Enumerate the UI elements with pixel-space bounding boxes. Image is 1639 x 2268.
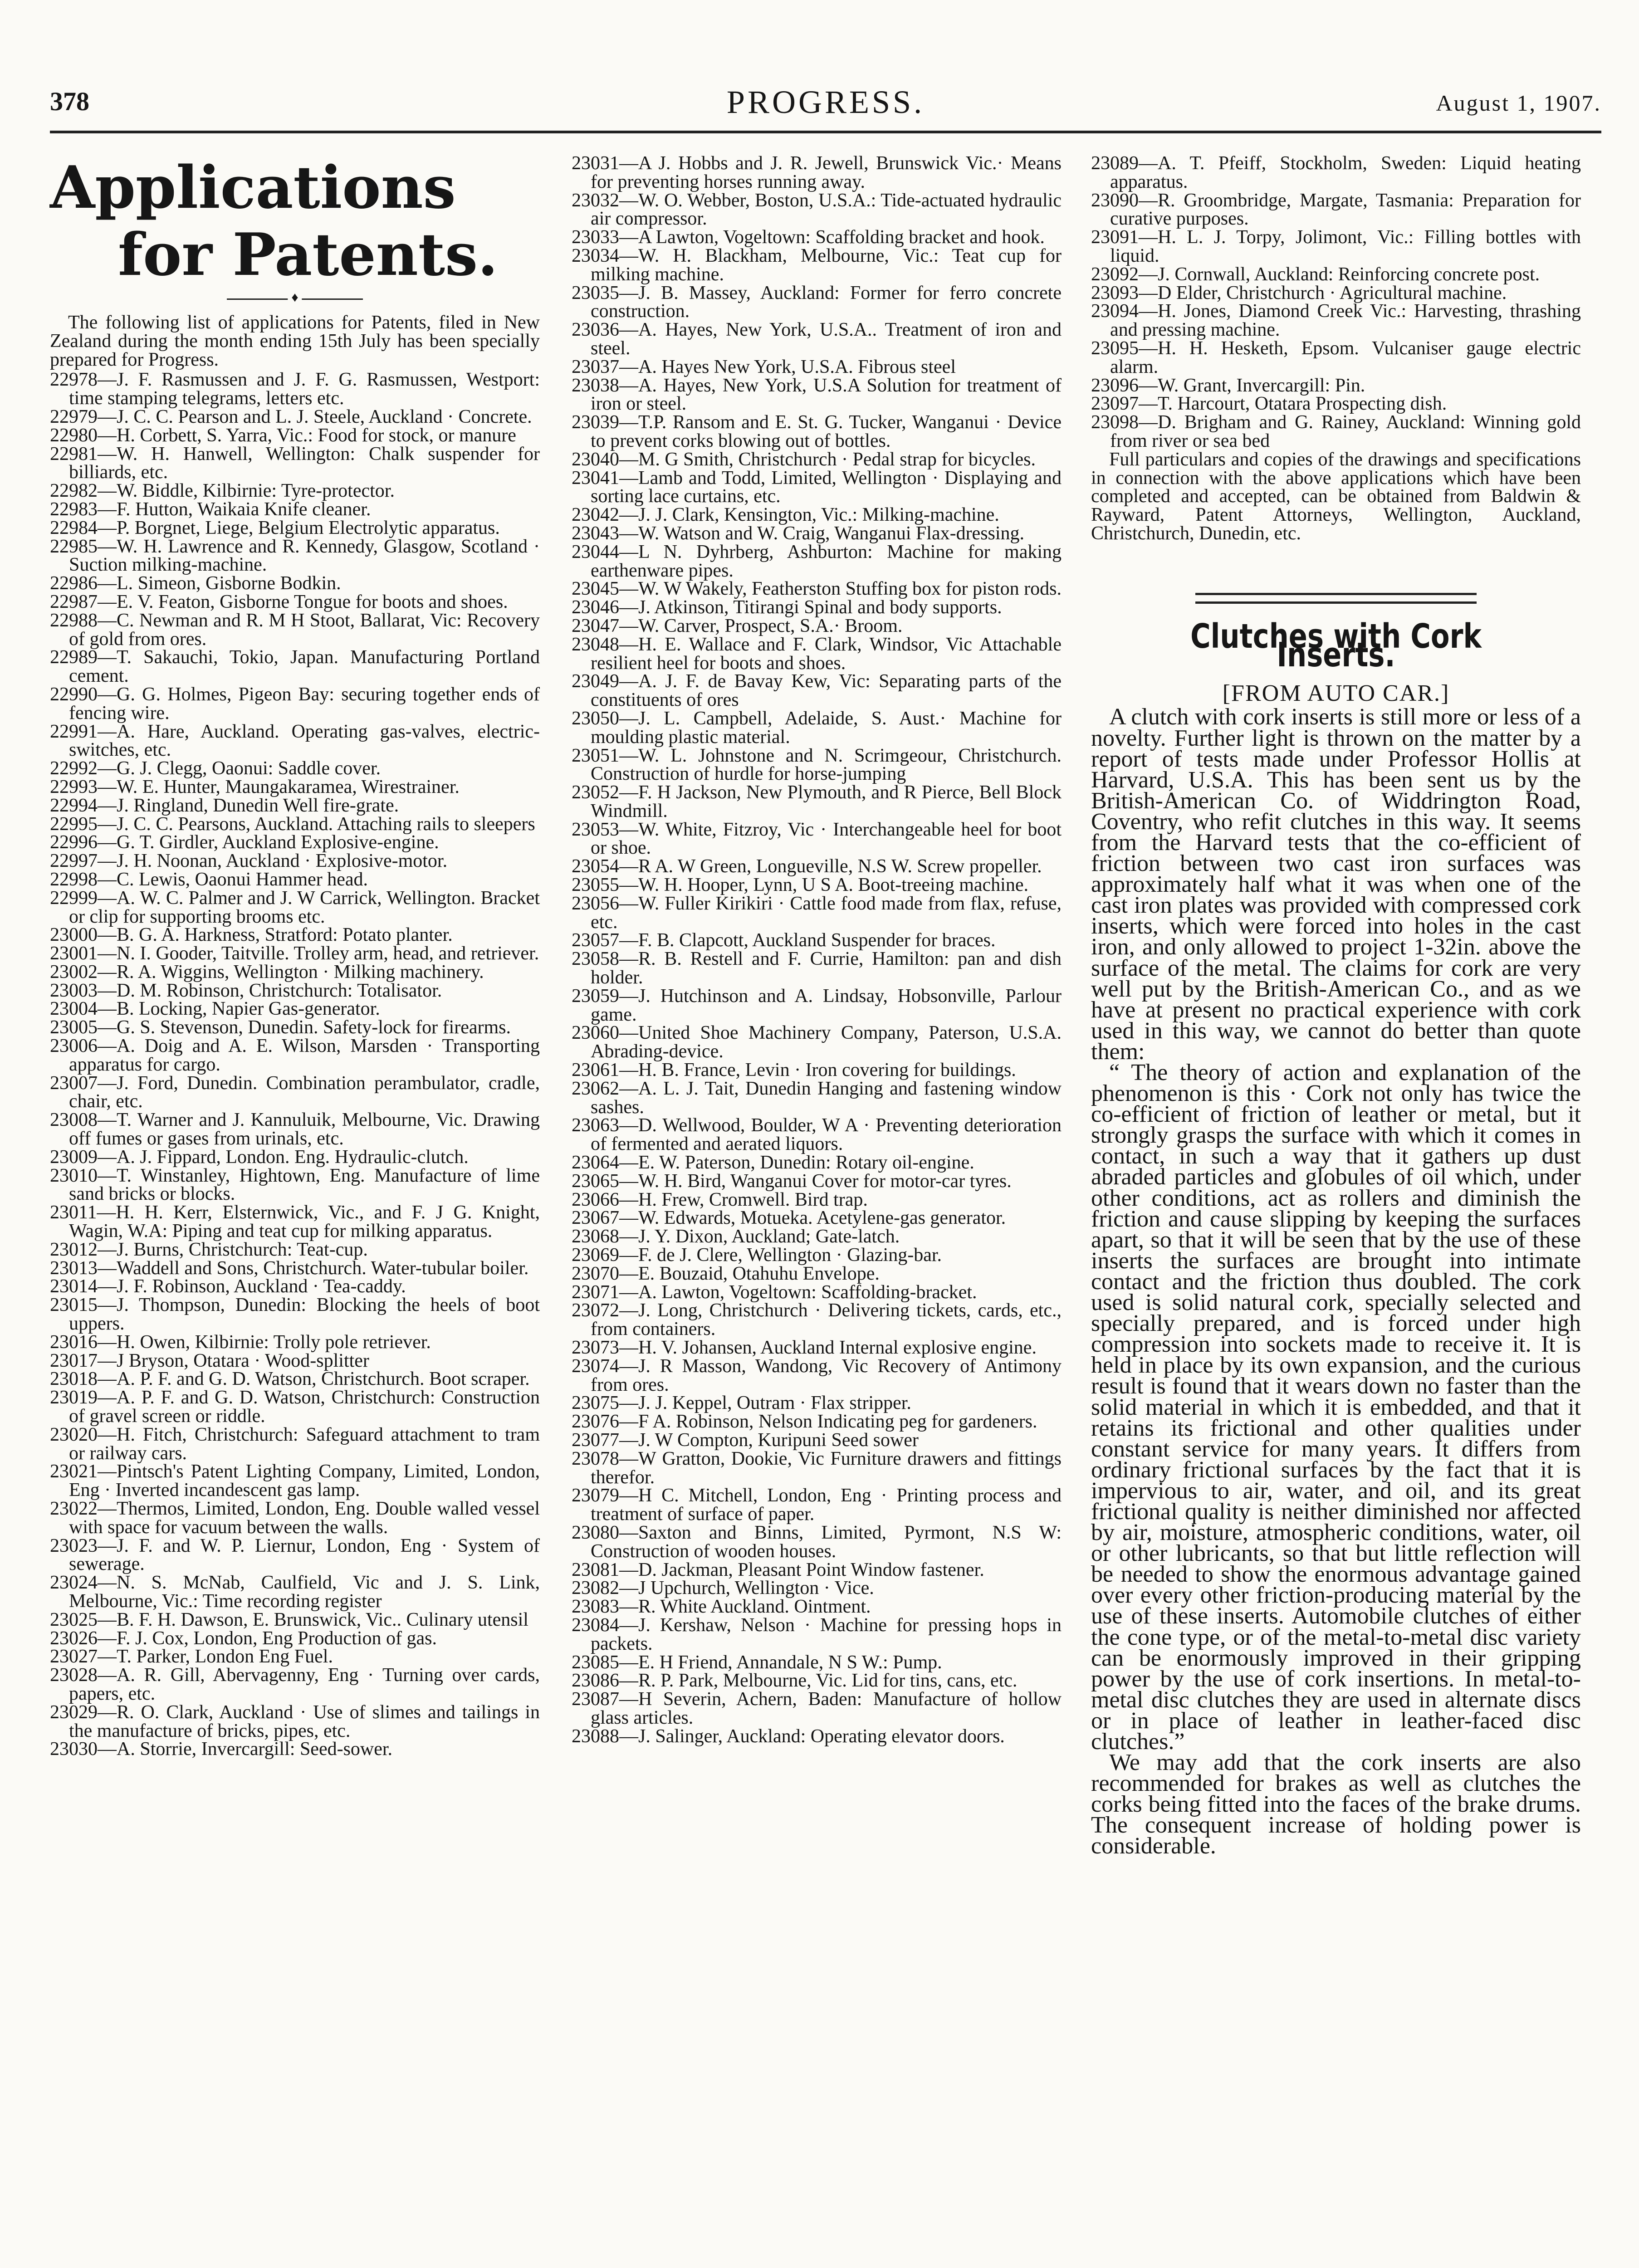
patent-entry: 23046—J. Atkinson, Titirangi Spinal and body supports.: [572, 597, 1002, 618]
patent-entry: 22985—W. H. Lawrence and R. Kennedy, Glasgow, Scotland · Suction milking-machine.: [50, 536, 540, 576]
patent-list-col2: [572, 154, 1062, 1746]
patent-entry: 23060—United Shoe Machinery Company, Paterson, U.S.A. Abrading-device.: [572, 1022, 1062, 1062]
patent-entry: 23086—R. P. Park, Melbourne, Vic. Lid for tins, cans, etc.: [572, 1670, 1018, 1691]
patent-entry: 23092—J. Cornwall, Auckland: Reinforcing concrete post.: [1091, 264, 1540, 285]
patent-entry: 22996—G. T. Girdler, Auckland Explosive-engine.: [50, 832, 439, 853]
applications-footer-note: Full particulars and copies of the drawings and specifications in connection with the above applications which have been completed and accepted, can be obtained from Baldwin & Rayward, Patent Attorneys, Wellington, Auckland, Christchurch, Dunedin, etc.: [1091, 449, 1581, 544]
patent-entry: 23087—H Severin, Achern, Baden: Manufacture of hollow glass articles.: [572, 1689, 1062, 1728]
patent-entry: 23094—H. Jones, Diamond Creek Vic.: Harvesting, thrashing and pressing machine.: [1091, 301, 1581, 341]
patent-entry: 23042—J. J. Clark, Kensington, Vic.: Milking-machine.: [572, 504, 999, 526]
patent-entry: 23077—J. W Compton, Kuripuni Seed sower: [572, 1429, 919, 1451]
patent-entry: 23083—R. White Auckland. Ointment.: [572, 1596, 871, 1618]
patent-entry: 23069—F. de J. Clere, Wellington · Glazing-bar.: [572, 1245, 942, 1266]
patent-entry: 23041—Lamb and Todd, Limited, Wellington · Displaying and sorting lace curtains, etc.: [572, 467, 1062, 507]
patent-entry: 23066—H. Frew, Cromwell. Bird trap.: [572, 1189, 868, 1210]
patent-entry: 23057—F. B. Clapcott, Auckland Suspender for braces.: [572, 930, 996, 951]
page-number: 378: [50, 87, 89, 116]
patent-entry: 23062—A. L. J. Tait, Dunedin Hanging and fastening window sashes.: [572, 1078, 1062, 1118]
patent-entry: 22984—P. Borgnet, Liege, Belgium Electrolytic apparatus.: [50, 517, 500, 538]
patent-entry: 23008—T. Warner and J. Kannuluik, Melbourne, Vic. Drawing off fumes or gases from urinals, etc.: [50, 1110, 540, 1149]
patent-entry: 22997—J. H. Noonan, Auckland · Explosive-motor.: [50, 850, 448, 872]
patent-entry: 23028—A. R. Gill, Abervagenny, Eng · Turning over cards, papers, etc.: [50, 1665, 540, 1704]
patent-entry: 23051—W. L. Johnstone and N. Scrimgeour, Christchurch. Construction of hurdle for horse-jumping: [572, 745, 1062, 785]
patent-entry: 23017—J Bryson, Otatara · Wood-splitter: [50, 1350, 369, 1371]
patent-entry: 23035—J. B. Massey, Auckland: Former for ferro concrete construction.: [572, 282, 1062, 322]
patent-entry: 23058—R. B. Restell and F. Currie, Hamilton: pan and dish holder.: [572, 948, 1062, 988]
patent-entry: 23085—E. H Friend, Annandale, N S W.: Pump.: [572, 1652, 942, 1673]
patent-entry: 23054—R A. W Green, Longueville, N.S W. Screw propeller.: [572, 856, 1042, 877]
patent-entry: 23026—F. J. Cox, London, Eng Production of gas.: [50, 1628, 437, 1649]
patent-entry: 23000—B. G. A. Harkness, Stratford: Potato planter.: [50, 924, 453, 946]
patent-entry: 23009—A. J. Fippard, London. Eng. Hydraulic-clutch.: [50, 1146, 469, 1168]
journal-title: PROGRESS.: [726, 84, 925, 120]
patent-entry: 23075—J. J. Keppel, Outram · Flax stripper.: [572, 1393, 911, 1414]
patent-entry: 23043—W. Watson and W. Craig, Wanganui Flax-dressing.: [572, 523, 1025, 544]
patent-entry: 23089—A. T. Pfeiff, Stockholm, Sweden: Liquid heating apparatus.: [1091, 153, 1581, 192]
patent-entry: 23074—J. R Masson, Wandong, Vic Recovery of Antimony from ores.: [572, 1355, 1062, 1395]
patent-entry: 23082—J Upchurch, Wellington · Vice.: [572, 1578, 874, 1599]
patent-entry: 23031—A J. Hobbs and J. R. Jewell, Brunswick Vic.· Means for preventing horses running away.: [572, 153, 1062, 192]
issue-date: August 1, 1907.: [1436, 90, 1601, 116]
patent-entry: 23055—W. H. Hooper, Lynn, U S A. Boot-treeing machine.: [572, 875, 1028, 896]
patent-entry: 23038—A. Hayes, New York, U.S.A Solution for treatment of iron or steel.: [572, 375, 1062, 415]
patent-entry: 23021—Pintsch's Patent Lighting Company, Limited, London, Eng · Inverted incandescent gas lamp.: [50, 1461, 540, 1501]
article-title: Clutches with Cork Inserts.: [1190, 616, 1482, 675]
patent-entry: 23048—H. E. Wallace and F. Clark, Windsor, Vic Attachable resilient heel for boots and shoes.: [572, 634, 1062, 674]
patent-entry: 23071—A. Lawton, Vogeltown: Scaffolding-bracket.: [572, 1281, 977, 1303]
patent-entry: 23001—N. I. Gooder, Taitville. Trolley arm, head, and retriever.: [50, 943, 539, 964]
patent-entry: 23067—W. Edwards, Motueka. Acetylene-gas generator.: [572, 1207, 1006, 1229]
article-body: [1091, 680, 1581, 1859]
patent-entry: 23079—H C. Mitchell, London, Eng · Printing process and treatment of surface of paper.: [572, 1485, 1062, 1525]
patent-entry: 23018—A. P. F. and G. D. Watson, Christchurch. Boot scraper.: [50, 1369, 530, 1390]
patent-entry: 23050—J. L. Campbell, Adelaide, S. Aust.· Machine for moulding plastic material.: [572, 708, 1062, 748]
patent-entry: 23007—J. Ford, Dunedin. Combination perambulator, cradle, chair, etc.: [50, 1072, 540, 1112]
patent-entry: 23070—E. Bouzaid, Otahuhu Envelope.: [572, 1263, 880, 1284]
patent-entry: 22983—F. Hutton, Waikaia Knife cleaner.: [50, 499, 371, 520]
patent-entry: 23030—A. Storrie, Invercargill: Seed-sower.: [50, 1739, 393, 1760]
patent-entry: 22987—E. V. Featon, Gisborne Tongue for boots and shoes.: [50, 591, 508, 612]
patent-entry: 23061—H. B. France, Levin · Iron covering for buildings.: [572, 1060, 1016, 1081]
patent-entry: 23020—H. Fitch, Christchurch: Safeguard attachment to tram or railway cars.: [50, 1424, 540, 1464]
patent-entry: 23002—R. A. Wiggins, Wellington · Milking machinery.: [50, 961, 484, 982]
patent-entry: 22986—L. Simeon, Gisborne Bodkin.: [50, 573, 341, 594]
article-source: [FROM AUTO CAR.]: [1222, 680, 1450, 707]
patent-entry: 23033—A Lawton, Vogeltown: Scaffolding bracket and hook.: [572, 227, 1045, 248]
patent-entry: 23063—D. Wellwood, Boulder, W A · Preventing deterioration of fermented and aerated liquors.: [572, 1115, 1062, 1155]
patent-entry: 23039—T.P. Ransom and E. St. G. Tucker, Wanganui · Device to prevent corks blowing out of bottles.: [572, 412, 1062, 451]
patent-list-col3: [1091, 154, 1581, 450]
patent-entry: 22980—H. Corbett, S. Yarra, Vic.: Food for stock, or manure: [50, 425, 516, 446]
patent-entry: 23032—W. O. Webber, Boston, U.S.A.: Tide-actuated hydraulic air compressor.: [572, 190, 1062, 230]
patent-entry: 23068—J. Y. Dixon, Auckland; Gate-latch.: [572, 1226, 900, 1247]
patent-entry: 22988—C. Newman and R. M H Stoot, Ballarat, Vic: Recovery of gold from ores.: [50, 610, 540, 650]
section-title-line1: Applications: [50, 154, 456, 222]
article-paragraph: A clutch with cork inserts is still more or less of a novelty. Further light is thrown on the matter by a report of tests made under Professor Hollis at Harvard, U.S.A. This has been sent us by the British-American Co. of Widdrington Road, Coventry, who refit clutches in this way. It seems from the Harvard tests that the co-efficient of friction between two cast iron surfaces was approximately half what it was when one of the cast iron plates was provided with compressed cork inserts, which were forced into holes in the cast iron, and only allowed to project 1-32in. above the surface of the metal. The claims for cork are very well put by the British-American Co., and as we have at present no practical experience with cork used in this way, we cannot do better than quote them:: [1091, 704, 1581, 1065]
article-quote: “ The theory of action and explanation of the phenomenon is this · Cork not only has twice the co-efficient of friction of leather or metal, but it strongly grasps the surface with which it comes in contact, in such a way that it gathers up dust abraded particles and globules of oil which, under other conditions, act as rollers and diminish the friction and cause slipping by keeping the surfaces apart, so that it will be seen that by the use of these inserts the surfaces are brought into intimate contact and the friction thus doubled. The cork used is solid natural cork, specially selected and specially prepared, and is forced under high compression into sockets made to receive it. It is held in place by its own expansion, and the curious result is found that it wears down no faster than the solid material in which it is embedded, and that it retains its frictional and other qualities under constant service for many years. It differs from ordinary frictional surfaces by the fact that it is impervious to air, water, and oil, and its great frictional quality is neither diminished nor affected by air, moisture, atmospheric conditions, water, oil or other lubricants, so that but little reflection will be needed to show the enormous advantage gained over every other friction-producing material by the use of these inserts. Automobile clutches of either the cone type, or of the metal-to-metal disc variety can be enormously improved in their gripping power by the use of cork insertions. In metal-to-metal disc clutches they are used in alternate discs or in place of leather in leather-faced disc clutches.”: [1091, 1060, 1581, 1755]
patent-entry: 23011—H. H. Kerr, Elsternwick, Vic., and F. J G. Knight, Wagin, W.A: Piping and teat cup for milking apparatus.: [50, 1202, 540, 1242]
patent-entry: 23045—W. W Wakely, Featherston Stuffing box for piston rods.: [572, 578, 1062, 600]
patent-entry: 22998—C. Lewis, Oaonui Hammer head.: [50, 869, 368, 890]
patent-entry: 23024—N. S. McNab, Caulfield, Vic and J. S. Link, Melbourne, Vic.: Time recording register: [50, 1572, 540, 1612]
patent-entry: 23096—W. Grant, Invercargill: Pin.: [1091, 375, 1365, 396]
patent-entry: 23012—J. Burns, Christchurch: Teat-cup.: [50, 1239, 368, 1260]
patent-entry: 23088—J. Salinger, Auckland: Operating elevator doors.: [572, 1725, 1005, 1747]
patent-entry: 23034—W. H. Blackham, Melbourne, Vic.: Teat cup for milking machine.: [572, 245, 1062, 285]
patent-entry: 23090—R. Groombridge, Margate, Tasmania: Preparation for curative purposes.: [1091, 190, 1581, 230]
section-title-line2: for Patents.: [118, 221, 498, 289]
article-paragraph: We may add that the cork inserts are also recommended for brakes as well as clutches the corks being fitted into the faces of the brake drums. The consequent increase of holding power is considerable.: [1091, 1750, 1581, 1859]
page-header: [50, 86, 1601, 127]
column-2: [572, 154, 1062, 1746]
patent-entry: 22978—J. F. Rasmussen and J. F. G. Rasmussen, Westport: time stamping telegrams, letters etc.: [50, 369, 540, 409]
patent-entry: 23004—B. Locking, Napier Gas-generator.: [50, 998, 380, 1020]
patent-entry: 23025—B. F. H. Dawson, E. Brunswick, Vic.. Culinary utensil: [50, 1609, 528, 1630]
patent-entry: 23053—W. White, Fitzroy, Vic · Interchangeable heel for boot or shoe.: [572, 819, 1062, 859]
header-rule: [50, 131, 1601, 133]
patent-entry: 23037—A. Hayes New York, U.S.A. Fibrous steel: [572, 356, 956, 377]
patent-entry: 23081—D. Jackman, Pleasant Point Window fastener.: [572, 1559, 984, 1580]
patent-entry: 23084—J. Kershaw, Nelson · Machine for pressing hops in packets.: [572, 1614, 1062, 1654]
patent-entry: 23013—Waddell and Sons, Christchurch. Water-tubular boiler.: [50, 1257, 529, 1279]
patent-entry: 23064—E. W. Paterson, Dunedin: Rotary oil-engine.: [572, 1152, 974, 1173]
patent-list-col1: [50, 371, 540, 1759]
patent-entry: 23073—H. V. Johansen, Auckland Internal explosive engine.: [572, 1337, 1037, 1358]
patent-entry: 22993—W. E. Hunter, Maungakaramea, Wirestrainer.: [50, 776, 460, 797]
patent-entry: 23044—L N. Dyhrberg, Ashburton: Machine for making earthenware pipes.: [572, 541, 1062, 581]
patent-entry: 23003—D. M. Robinson, Christchurch: Totalisator.: [50, 980, 442, 1001]
patent-entry: 23023—J. F. and W. P. Liernur, London, Eng · System of sewerage.: [50, 1535, 540, 1575]
patent-entry: 23015—J. Thompson, Dunedin: Blocking the heels of boot uppers.: [50, 1295, 540, 1334]
patent-entry: 23076—F A. Robinson, Nelson Indicating peg for gardeners.: [572, 1411, 1037, 1432]
patent-entry: 23022—Thermos, Limited, London, Eng. Double walled vessel with space for vacuum between the walls.: [50, 1498, 540, 1538]
patent-entry: 23006—A. Doig and A. E. Wilson, Marsden · Transporting apparatus for cargo.: [50, 1036, 540, 1075]
patent-entry: 23093—D Elder, Christchurch · Agricultural machine.: [1091, 282, 1507, 303]
patent-entry: 22979—J. C. C. Pearson and L. J. Steele, Auckland · Concrete.: [50, 406, 532, 427]
section-divider: [1195, 593, 1477, 604]
patent-entry: 22990—G. G. Holmes, Pigeon Bay: securing together ends of fencing wire.: [50, 684, 540, 723]
patent-entry: 23056—W. Fuller Kirikiri · Cattle food made from flax, refuse, etc.: [572, 893, 1062, 933]
patent-entry: 22994—J. Ringland, Dunedin Well fire-grate.: [50, 795, 399, 816]
patent-entry: 23016—H. Owen, Kilbirnie: Trolly pole retriever.: [50, 1331, 431, 1353]
patent-entry: 23047—W. Carver, Prospect, S.A.· Broom.: [572, 615, 903, 636]
column-1: [50, 154, 540, 1759]
patent-entry: 22992—G. J. Clegg, Oaonui: Saddle cover.: [50, 758, 381, 779]
patent-entry: 23005—G. S. Stevenson, Dunedin. Safety-lock for firearms.: [50, 1017, 511, 1038]
patent-entry: 23027—T. Parker, London Eng Fuel.: [50, 1646, 333, 1667]
patent-entry: 23029—R. O. Clark, Auckland · Use of slimes and tailings in the manufacture of bricks, pipes, etc.: [50, 1701, 540, 1741]
patent-entry: 23040—M. G Smith, Christchurch · Pedal strap for bicycles.: [572, 449, 1036, 470]
patent-entry: 22991—A. Hare, Auckland. Operating gas-valves, electric-switches, etc.: [50, 721, 540, 761]
patent-entry: 23080—Saxton and Binns, Limited, Pyrmont, N.S W: Construction of wooden houses.: [572, 1522, 1062, 1562]
patent-entry: 23095—H. H. Hesketh, Epsom. Vulcaniser gauge electric alarm.: [1091, 337, 1581, 377]
patent-entry: 23049—A. J. F. de Bavay Kew, Vic: Separating parts of the constituents of ores: [572, 671, 1062, 711]
patent-entry: 23072—J. Long, Christchurch · Delivering tickets, cards, etc., from containers.: [572, 1300, 1062, 1340]
patent-entry: 22981—W. H. Hanwell, Wellington: Chalk suspender for billiards, etc.: [50, 443, 540, 483]
patent-entry: 23014—J. F. Robinson, Auckland · Tea-caddy.: [50, 1276, 406, 1297]
patent-entry: 22995—J. C. C. Pearsons, Auckland. Attaching rails to sleepers: [50, 813, 535, 835]
patent-entry: 22982—W. Biddle, Kilbirnie: Tyre-protector.: [50, 480, 395, 502]
patent-entry: 23078—W Gratton, Dookie, Vic Furniture drawers and fittings therefor.: [572, 1448, 1062, 1488]
patent-entry: 23019—A. P. F. and G. D. Watson, Christchurch: Construction of gravel screen or riddle.: [50, 1387, 540, 1427]
patent-entry: 23036—A. Hayes, New York, U.S.A.. Treatment of iron and steel.: [572, 319, 1062, 359]
title-ornament-rule: [227, 298, 363, 300]
patent-entry: 23065—W. H. Bird, Wanganui Cover for motor-car tyres.: [572, 1170, 1012, 1192]
patent-entry: 23098—D. Brigham and G. Rainey, Auckland: Winning gold from river or sea bed: [1091, 412, 1581, 451]
patent-entry: 23091—H. L. J. Torpy, Jolimont, Vic.: Filling bottles with liquid.: [1091, 227, 1581, 266]
patent-entry: 22989—T. Sakauchi, Tokio, Japan. Manufacturing Portland cement.: [50, 647, 540, 687]
patent-entry: 23059—J. Hutchinson and A. Lindsay, Hobsonville, Parlour game.: [572, 985, 1062, 1025]
column-3: [1091, 154, 1581, 1857]
patent-entry: 23052—F. H Jackson, New Plymouth, and R Pierce, Bell Block Windmill.: [572, 782, 1062, 821]
patent-entry: 22999—A. W. C. Palmer and J. W Carrick, Wellington. Bracket or clip for supporting brooms etc.: [50, 887, 540, 927]
applications-intro: The following list of applications for Patents, filed in New Zealand during the month ending 15th July has been specially prepared for Progress.: [50, 312, 540, 370]
patent-entry: 23010—T. Winstanley, Hightown, Eng. Manufacture of lime sand bricks or blocks.: [50, 1165, 540, 1205]
patent-entry: 23097—T. Harcourt, Otatara Prospecting dish.: [1091, 393, 1447, 415]
